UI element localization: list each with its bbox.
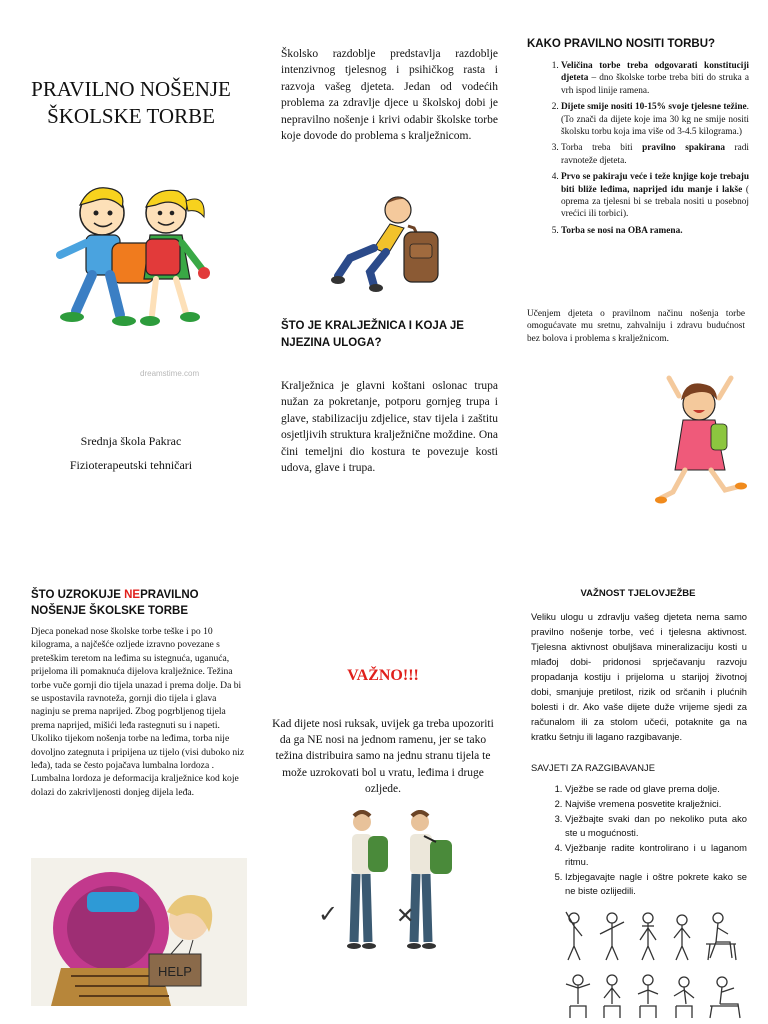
list-item: 1. Veličina torbe treba odgovarati konstituciji djeteta – dno školske torbe treba biti do struka a vrh ispod linije ramena.	[561, 60, 749, 97]
title-line-1: PRAVILNO NOŠENJE	[31, 77, 231, 101]
correct-posture-figure	[344, 810, 392, 952]
important-paragraph: Kad dijete nosi ruksak, uvijek ga treba upozoriti da ga NE nosi na jednom ramenu, jer se tako težina distribuira samo na jednu stranu tijela te može uzrokovati bol u vratu, leđima i druge ozljede.	[272, 718, 494, 795]
tip-item: 3. Vježbajte svaki dan po nekoliko puta ako ste u mogućnosti.	[565, 812, 747, 840]
tips-list	[531, 782, 747, 899]
title-line-2: ŠKOLSKE TORBE	[47, 104, 215, 128]
closing-paragraph: Učenjem djeteta o pravilnom načinu nošenja torbe omogućavate mu sretnu, zahvalniju i zdravu budućnost bez bolova i problema s kralježnicom.	[527, 309, 745, 344]
school-department: Fizioterapeutski tehničari	[69, 458, 193, 472]
important-heading: VAŽNO!!!	[347, 667, 419, 684]
girl-heavy-backpack-photo	[31, 858, 247, 1006]
list-item: 3. Torba treba biti pravilno spakirana radi ravnoteže djeteta.	[561, 142, 749, 167]
tip-item: 5. Izbjegavajte nagle i oštre pokrete kako se ne biste ozlijedili.	[565, 870, 747, 898]
list-item: 4. Prvo se pakiraju veće i teže knjige koje trebaju biti bliže leđima, naprijed idu manje i lakše ( oprema za tjelesni bi se trebala nositi u posebnoj vrećici ili torbici).	[561, 171, 749, 221]
causes-paragraph: Djeca ponekad nose školske torbe teške i po 10 kilograma, a najčešće ozljede izravno povezane s preteškim teretom na leđima su istegnuća, uganuća, prijeloma ili pomaknuća dijelova kralježnice. Težina torbe vuče gornji dio tijela unazad i prema dolje. Da bi se uspostavila ravnoteža, gornji dio tijela i glava naginju se prema naprijed. Zbog pogrbljenog tijela prema naprijed, mišići leđa rastegnuti su i napeti. Ukoliko tijekom nošenja torbe na leđima, torba nije dovoljno zategnuta i pripijena uz tijelo (visi duboko niz leđa), tada se često pojačava lumbalna lordoza . Lumbalna lordoza je deformacija kralježnice kod koje dolazi do zakrivljenosti donjeg dijela leđa.	[31, 626, 245, 798]
check-mark-icon: ✓	[318, 901, 339, 928]
exercise-paragraph: Veliku ulogu u zdravlju vašeg djeteta nema samo pravilno nošenje torbe, već i tjelesna aktivnost. Tjelesna aktivnost obuljšava mineralizaciju kosti u mlađoj dobi- pridonosi sprječavanju razvoju propadanja kostiju i prijeloma u starijoj životnoj dobi, smanjuje pretilost, rizik od srčanih i plućnih bolesti i dr. Ako vaše dijete duže vrijeme sjedi za računalom ili za stolom učeći, potaknite ga na kratku šetnju ili lagano razgibavanje.	[531, 611, 747, 742]
list-item: 2. Dijete smije nositi 10-15% svoje tjelesne težine. (To znači da dijete koje ima 30 kg ne smije nositi školsku torbu koja ima više od 3-4.5 kilograma.)	[561, 101, 749, 138]
help-sign-text: HELP	[158, 964, 192, 979]
red-highlight: NE	[124, 589, 141, 601]
tip-item: 2. Najviše vremena posvetite kralježnici.	[565, 797, 747, 811]
intro-paragraph: Školsko razdoblje predstavlja razdoblje intenzivnog tjelesnog i psihičkog rasta i razvoja vašeg djeteta. Jedan od vodećih problema za zdravlje djece u školskoj dobi je nepravilno nošenje i krivi odabir školske torbe koje dovode do problema s kralježnicom.	[281, 48, 498, 143]
causes-heading: ŠTO UZROKUJE NEPRAVILNO NOŠENJE ŠKOLSKE TORBE	[31, 589, 199, 617]
brochure-title	[20, 76, 242, 130]
kids-with-backpacks-illustration	[50, 183, 215, 333]
list-item: 5. Torba se nosi na OBA ramena.	[561, 225, 749, 237]
school-name: Srednja škola Pakrac	[80, 434, 182, 448]
carry-rules-list	[527, 60, 749, 241]
exercise-heading: VAŽNOST TJELOVJEŽBE	[580, 588, 696, 599]
tip-item: 4. Vježbanje radite kontrolirano i u laganom ritmu.	[565, 841, 747, 869]
spine-heading: ŠTO JE KRALJEŽNICA I KOJA JE NJEZINA ULOGA?	[281, 320, 464, 349]
image-watermark: dreamstime.com	[140, 369, 200, 378]
incorrect-posture-figure	[402, 810, 460, 952]
how-to-carry-heading: KAKO PRAVILNO NOSITI TORBU?	[527, 38, 716, 50]
cross-mark-icon: ✕	[396, 903, 415, 928]
boy-heavy-bag-illustration	[330, 188, 448, 292]
spine-paragraph: Kralježnica je glavni koštani oslonac trupa nužan za pokretanje, potporu gornjeg trupa i glave, stabilizaciju zdjelice, stav tijela i zaštitu osjetljivih struktura kralježnične moždine. Ona čini temeljni dio kostura te povezuje kosti udova, glave i trupa.	[281, 380, 498, 475]
tip-item: 1. Vježbe se rade od glave prema dolje.	[565, 782, 747, 796]
stretching-exercises-illustration	[560, 908, 750, 1020]
happy-girl-illustration	[655, 374, 747, 510]
tips-heading: SAVJETI ZA RAZGIBAVANJE	[531, 762, 655, 773]
